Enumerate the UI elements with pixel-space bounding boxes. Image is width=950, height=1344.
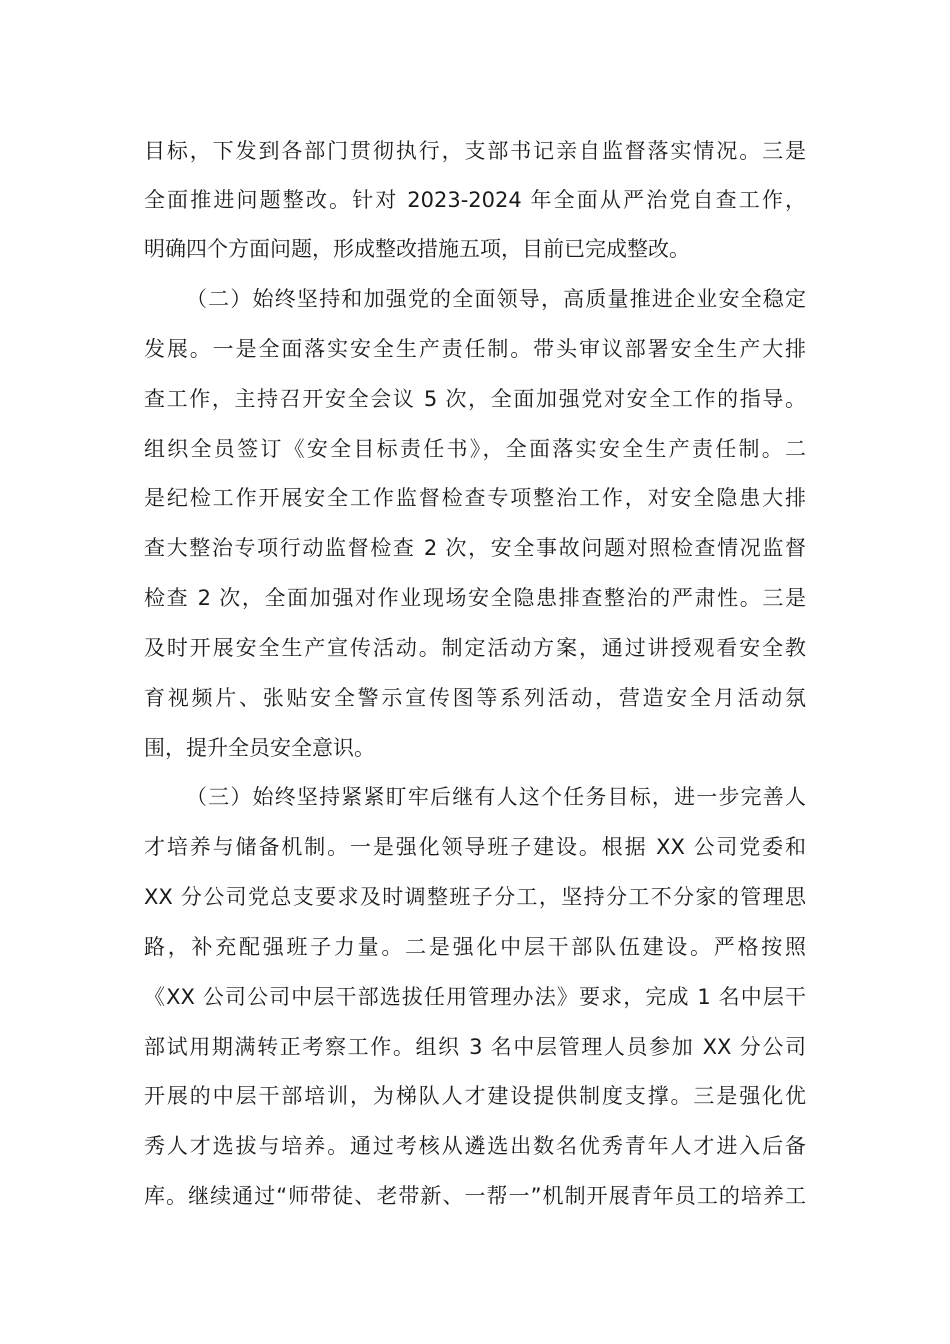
paragraph-1-line-1: 目标，下发到各部门贯彻执行，支部书记亲自监督落实情况。三是 bbox=[144, 139, 806, 163]
paragraph-3-line-4: 路，补充配强班子力量。二是强化中层干部队伍建设。严格按照 bbox=[144, 935, 806, 959]
paragraph-3-line-7: 开展的中层干部培训，为梯队人才建设提供制度支撑。三是强化优 bbox=[144, 1084, 806, 1108]
paragraph-2-line-9: 育视频片、张贴安全警示宣传图等系列活动，营造安全月活动氛 bbox=[144, 686, 806, 710]
paragraph-2-line-1: （二）始终坚持和加强党的全面领导，高质量推进企业安全稳定 bbox=[186, 287, 806, 311]
paragraph-3-line-5: 《XX 公司公司中层干部选拔任用管理办法》要求，完成 1 名中层干 bbox=[144, 985, 806, 1009]
paragraph-3-line-2: 才培养与储备机制。一是强化领导班子建设。根据 XX 公司党委和 bbox=[144, 835, 806, 859]
paragraph-2-line-2: 发展。一是全面落实安全生产责任制。带头审议部署安全生产大排 bbox=[144, 337, 806, 361]
paragraph-2-line-5: 是纪检工作开展安全工作监督检查专项整治工作，对安全隐患大排 bbox=[144, 486, 806, 510]
paragraph-3-line-6: 部试用期满转正考察工作。组织 3 名中层管理人员参加 XX 分公司 bbox=[144, 1035, 806, 1059]
paragraph-3-line-9: 库。继续通过“师带徒、老带新、一帮一”机制开展青年员工的培养工 bbox=[144, 1184, 806, 1208]
paragraph-2-line-3: 查工作，主持召开安全会议 5 次，全面加强党对安全工作的指导。 bbox=[144, 387, 806, 411]
paragraph-2-line-4: 组织全员签订《安全目标责任书》，全面落实安全生产责任制。二 bbox=[144, 437, 806, 461]
paragraph-2-line-7: 检查 2 次，全面加强对作业现场安全隐患排查整治的严肃性。三是 bbox=[144, 586, 806, 610]
paragraph-2-line-10: 围，提升全员安全意识。 bbox=[144, 736, 375, 760]
paragraph-1-line-3: 明确四个方面问题，形成整改措施五项，目前已完成整改。 bbox=[144, 237, 690, 261]
paragraph-3-line-3: XX 分公司党总支要求及时调整班子分工，坚持分工不分家的管理思 bbox=[144, 885, 806, 909]
paragraph-3-line-1: （三）始终坚持紧紧盯牢后继有人这个任务目标，进一步完善人 bbox=[186, 785, 806, 809]
paragraph-2-line-8: 及时开展安全生产宣传活动。制定活动方案，通过讲授观看安全教 bbox=[144, 636, 806, 660]
paragraph-3-line-8: 秀人才选拔与培养。通过考核从遴选出数名优秀青年人才进入后备 bbox=[144, 1134, 806, 1158]
paragraph-1-line-2: 全面推进问题整改。针对 2023-2024 年全面从严治党自查工作， bbox=[144, 188, 806, 212]
paragraph-2-line-6: 查大整治专项行动监督检查 2 次，安全事故问题对照检查情况监督 bbox=[144, 536, 806, 560]
